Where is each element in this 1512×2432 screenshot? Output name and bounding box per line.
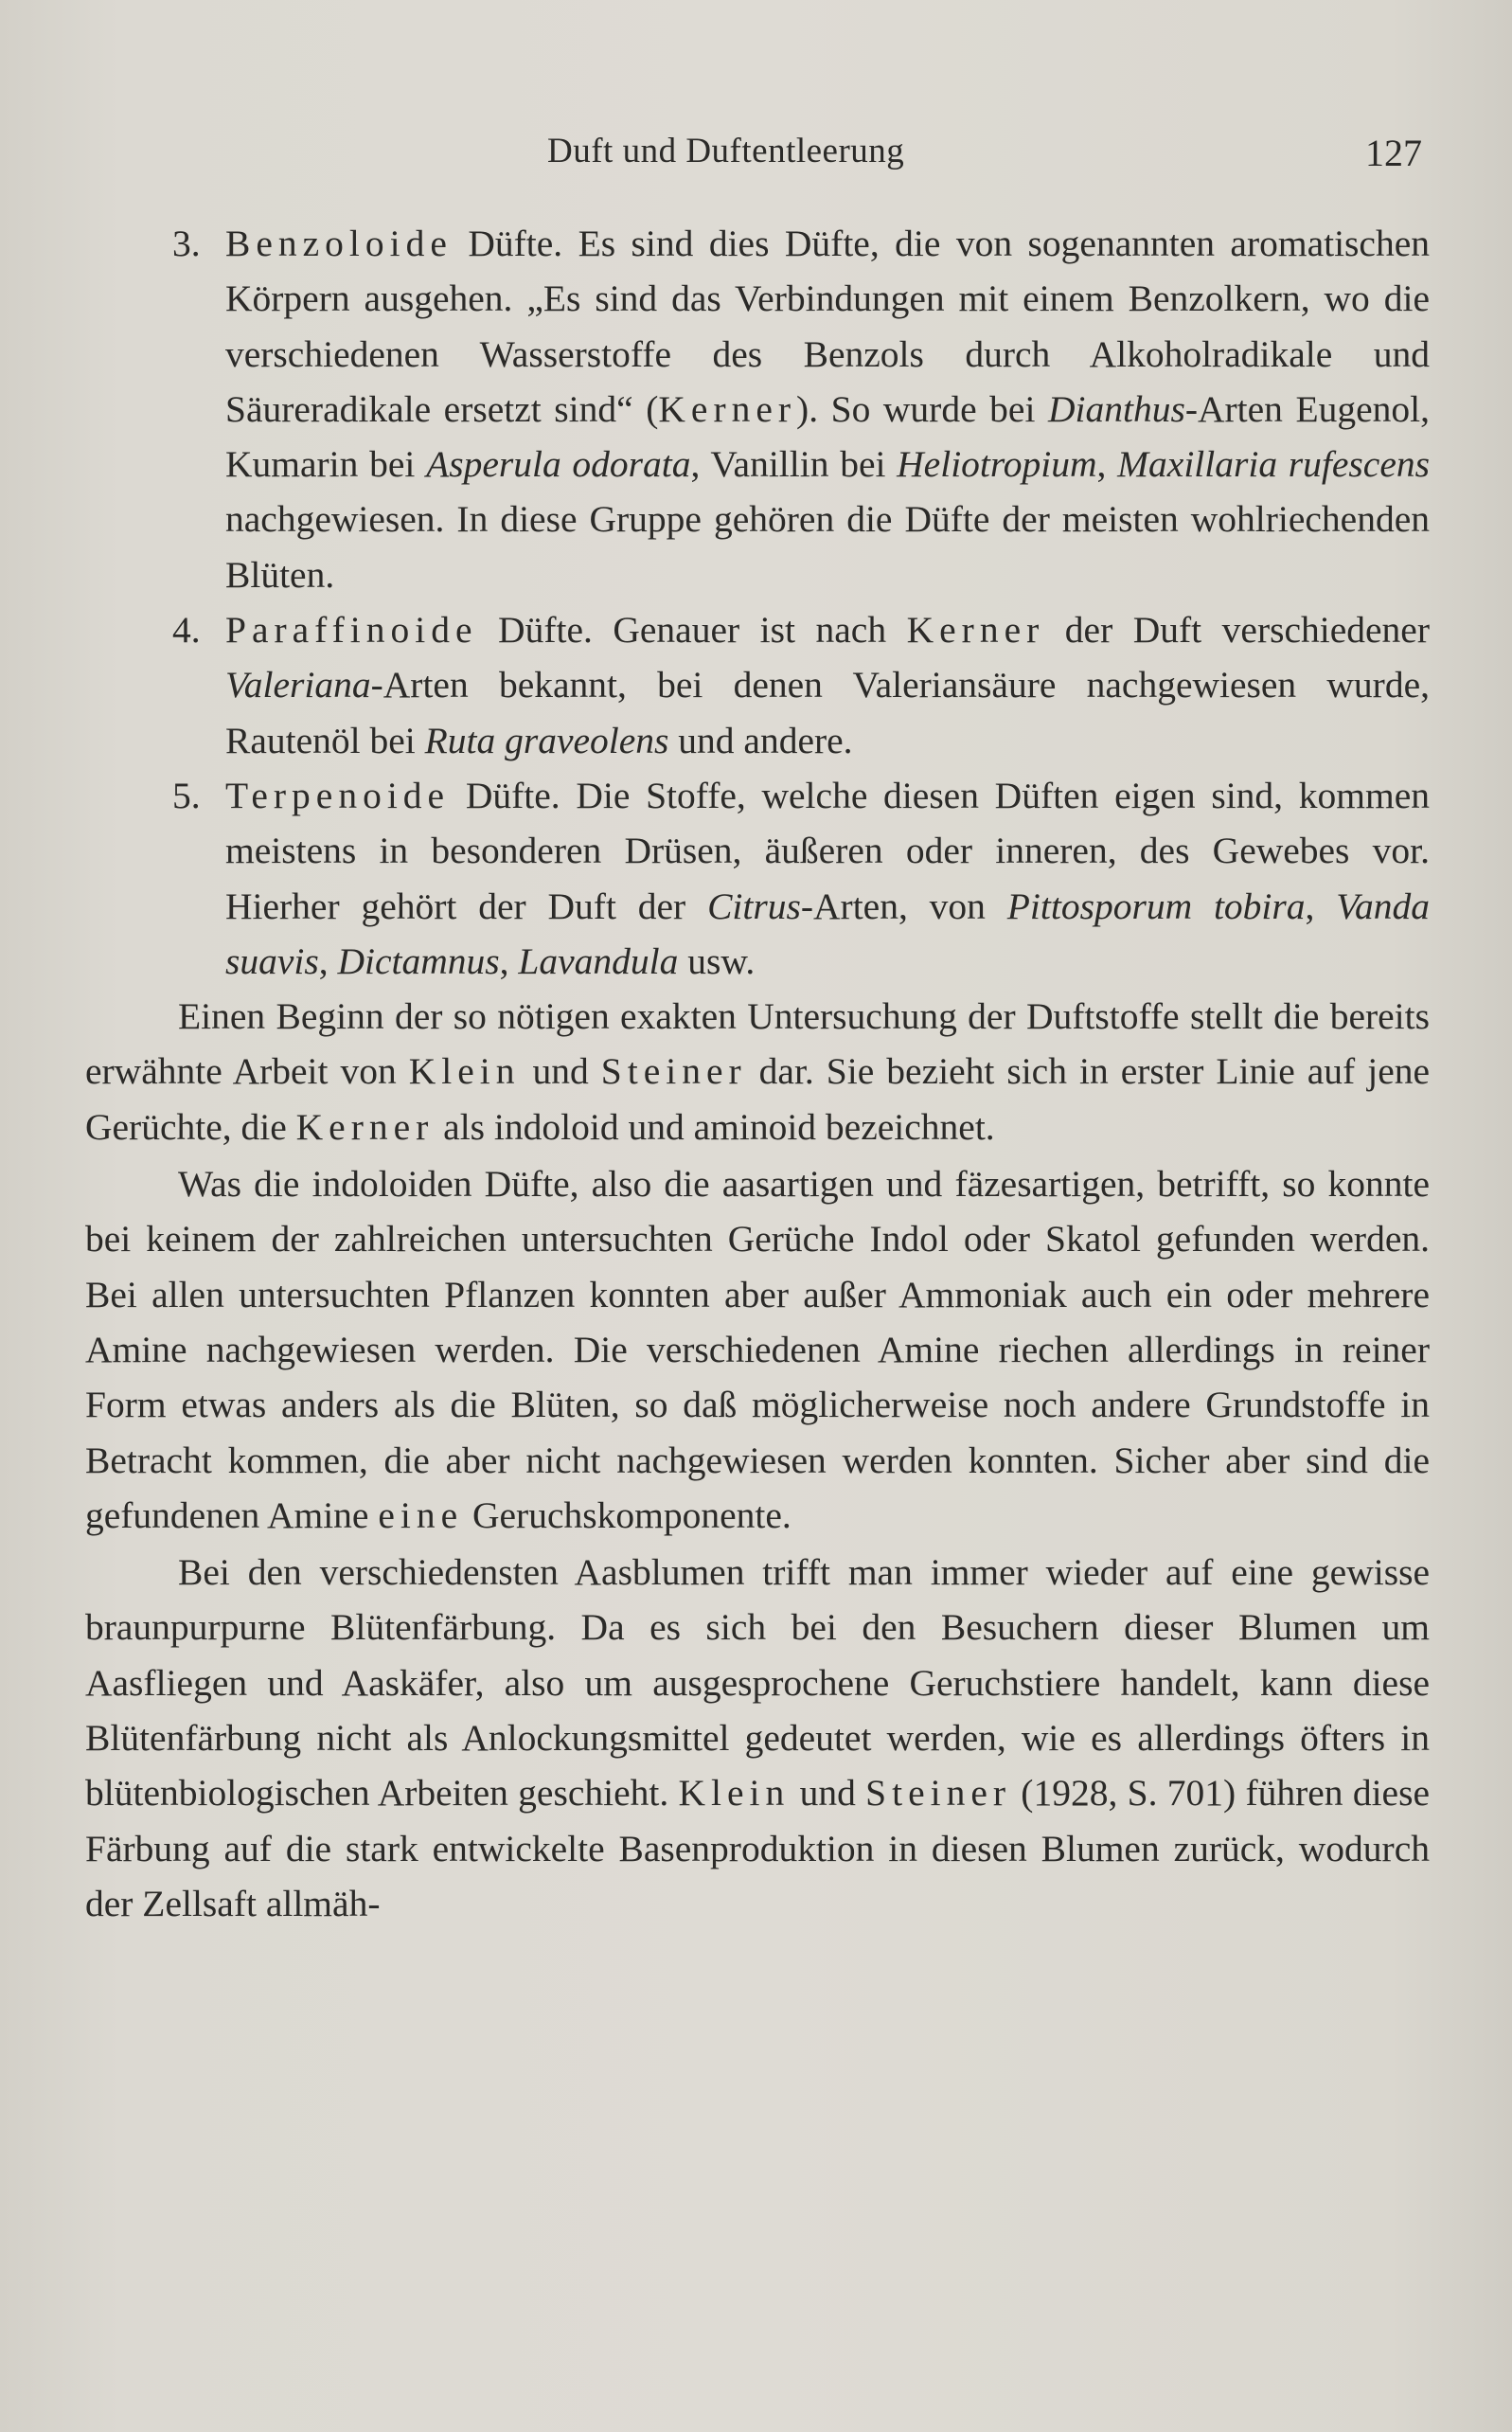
text-run: usw. — [678, 939, 756, 982]
page-number: 127 — [1365, 132, 1422, 174]
text-run: Düfte. Es sind dies Düfte, die von sogenannten aromatischen Körpern ausgehen. „Es sind das Verbindungen mit einem Benzolkern, wo die verschiedenen Wasserstoffe des Benzols durch Alkoholradikale und Säureradikale ersetzt sind“ ( — [225, 223, 1430, 430]
paragraph — [85, 989, 1430, 1154]
author-name: Kerner — [906, 609, 1045, 652]
paragraph — [85, 1156, 1430, 1543]
list-item-4 — [85, 602, 1430, 768]
text-run: und andere. — [668, 719, 853, 761]
species-name: Ruta graveolens — [424, 719, 669, 761]
text-run: Düfte. Die Stoffe, welche diesen Düften eigen sind, kommen meistens in besonderen Drüsen, äußeren oder inneren, des Gewebes vor. Hierher gehört der Duft der — [225, 774, 1430, 927]
species-name: Dictamnus — [337, 939, 500, 982]
text-run: -Arten, von — [800, 885, 1007, 927]
text-run: , — [318, 939, 338, 982]
text-run: nachgewiesen. In diese Gruppe gehören die Düfte der meisten wohlriechenden Blüten. — [225, 498, 1430, 596]
species-name: Dianthus — [1047, 387, 1185, 430]
page-header — [0, 131, 1512, 178]
text-run: Bei den verschiedensten Aasblumen trifft man immer wieder auf eine gewisse braunpurpurne Blütenfärbung. Da es sich bei den Besuchern dieser Blumen um Aasfliegen und Aaskäfer, also um ausgesprochene Geruchstiere handelt, kann diese Blütenfärbung nicht als Anlockungsmittel gedeutet werden, wie es allerdings öfters in blütenbiologischen Arbeiten geschieht. — [85, 1551, 1430, 1815]
text-run: , — [1096, 443, 1118, 486]
text-run: , — [1305, 885, 1337, 927]
species-name: Citrus — [707, 885, 801, 927]
text-run: dar. Sie bezieht sich in erster Linie auf jene Gerüchte, die — [85, 1050, 1431, 1148]
list-item-5 — [85, 768, 1430, 989]
author-name: Steiner — [865, 1772, 1012, 1815]
text-run: Was die indoloiden Düfte, also die aasartigen und fäzesartigen, betrifft, so konnte bei keinem der zahlreichen untersuchten Gerüche Indol oder Skatol gefunden werden. Bei allen untersuchten Pflanzen konnten aber außer Ammoniak auch ein oder mehrere Amine nachgewiesen werden. Die verschiedenen Amine riechen allerdings in reiner Form etwas anders als die Blüten, so daß möglicherweise noch andere Grundstoffe in Betracht kommen, die aber nicht nachgewiesen werden konnten. Sicher aber sind die gefundenen Amine — [85, 1163, 1430, 1536]
species-name: Valeriana — [225, 664, 371, 706]
text-run: und — [790, 1772, 866, 1815]
body-text — [85, 216, 1430, 1931]
text-run: als indoloid und aminoid bezeichnet. — [434, 1105, 995, 1148]
text-run: Einen Beginn der so nötigen exakten Untersuchung der Duftstoffe stellt die bereits erwähnte Arbeit von — [85, 995, 1430, 1093]
text-run: Geruchskomponente. — [463, 1493, 792, 1536]
text-run: -Arten Eugenol, Kumarin bei — [225, 387, 1430, 486]
author-name: Steiner — [600, 1050, 747, 1093]
species-name: Heliotropium — [897, 443, 1097, 486]
text-run: , Vanillin bei — [690, 443, 898, 486]
text-run: , — [499, 939, 519, 982]
author-name: Klein — [678, 1772, 791, 1815]
paragraph — [85, 1545, 1430, 1931]
term-emphasis: Benzoloide — [225, 223, 453, 264]
text-run: der Duft verschiedener — [1044, 609, 1430, 652]
list-number: 5. — [172, 774, 201, 816]
text-run: Düfte. Genauer ist nach — [477, 609, 907, 652]
text-run: und — [520, 1050, 601, 1093]
emphasis: eine — [378, 1493, 464, 1536]
author-name: Kerner — [658, 387, 797, 430]
term-emphasis: Paraffinoide — [225, 609, 478, 652]
species-name: Pittosporum tobira — [1006, 885, 1306, 927]
text-run: (1928, S. 701) führen diese Färbung auf die stark entwickelte Basenproduktion in diesen Blumen zurück, wodurch der Zellsaft allmäh- — [85, 1772, 1430, 1924]
text-run: ). So wurde bei — [796, 387, 1048, 430]
running-title: Duft und Duftentleerung — [547, 132, 905, 170]
species-name: Maxillaria rufescens — [1117, 443, 1430, 486]
author-name: Klein — [408, 1050, 521, 1093]
list-number: 3. — [172, 223, 201, 264]
list-item-3 — [85, 216, 1430, 602]
species-name: Vanda suavis — [225, 885, 1431, 982]
term-emphasis: Terpenoide — [225, 774, 451, 816]
text-run: -Arten bekannt, bei denen Valeriansäure nachgewiesen wurde, Rautenöl bei — [225, 664, 1430, 761]
list-number: 4. — [172, 609, 201, 652]
species-name: Lavandula — [518, 939, 679, 982]
author-name: Kerner — [295, 1105, 435, 1148]
species-name: Asperula odorata — [426, 443, 691, 486]
